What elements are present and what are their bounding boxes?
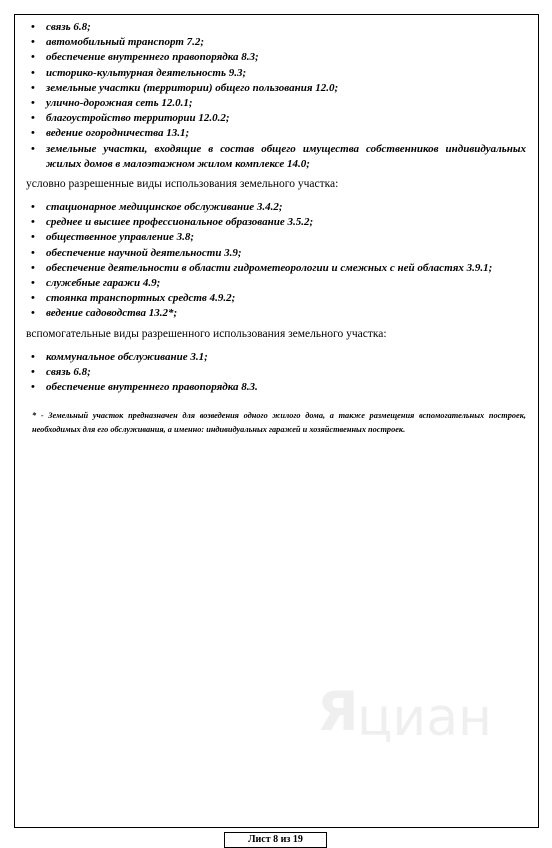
page-number: Лист 8 из 19 bbox=[224, 832, 327, 848]
list-item: • стационарное медицинское обслуживание 3.4.2; bbox=[26, 200, 526, 215]
list-item: • среднее и высшее профессиональное образование 3.5.2; bbox=[26, 215, 526, 230]
list-item: • земельные участки, входящие в состав общего имущества собственников индивидуальных жилых домов в малоэтажном жилом комплексе 14.0; bbox=[26, 142, 526, 172]
list-item: • связь 6.8; bbox=[26, 365, 526, 380]
list-item: • стоянка транспортных средств 4.9.2; bbox=[26, 291, 526, 306]
auxiliary-use-heading: вспомогательные виды разрешенного использования земельного участка: bbox=[26, 327, 387, 340]
list-item: • ведение садоводства 13.2*; bbox=[26, 306, 526, 321]
list-item: • служебные гаражи 4.9; bbox=[26, 276, 526, 291]
list-item: • улично-дорожная сеть 12.0.1; bbox=[26, 96, 526, 111]
watermark-logo-icon: Я bbox=[317, 680, 359, 743]
watermark-text: циан bbox=[357, 688, 493, 748]
main-use-list bbox=[26, 20, 526, 172]
list-item: • связь 6.8; bbox=[26, 20, 526, 35]
list-item: • земельные участки (территории) общего пользования 12.0; bbox=[26, 81, 526, 96]
list-item: • обеспечение внутреннего правопорядка 8.3. bbox=[26, 380, 526, 395]
document-body bbox=[26, 20, 526, 436]
footnote: * - Земельный участок предназначен для возведения одного жилого дома, а также размещения вспомогательных построек, необходимых для его обслуживания, а именно: индивидуальных гаражей и хозяйственных построек. bbox=[32, 411, 526, 434]
list-item: • общественное управление 3.8; bbox=[26, 230, 526, 245]
list-item: • автомобильный транспорт 7.2; bbox=[26, 35, 526, 50]
list-item: • обеспечение научной деятельности 3.9; bbox=[26, 246, 526, 261]
conditional-use-heading: условно разрешенные виды использования земельного участка: bbox=[26, 178, 339, 191]
list-item: • благоустройство территории 12.0.2; bbox=[26, 111, 526, 126]
list-item: • обеспечение внутреннего правопорядка 8.3; bbox=[26, 50, 526, 65]
list-item: • историко-культурная деятельность 9.3; bbox=[26, 66, 526, 81]
auxiliary-use-list bbox=[26, 350, 526, 396]
list-item: • ведение огородничества 13.1; bbox=[26, 126, 526, 141]
list-item: • обеспечение деятельности в области гидрометеорологии и смежных с ней областях 3.9.1; bbox=[26, 261, 526, 276]
conditional-use-list bbox=[26, 200, 526, 322]
list-item: • коммунальное обслуживание 3.1; bbox=[26, 350, 526, 365]
watermark bbox=[305, 676, 505, 756]
